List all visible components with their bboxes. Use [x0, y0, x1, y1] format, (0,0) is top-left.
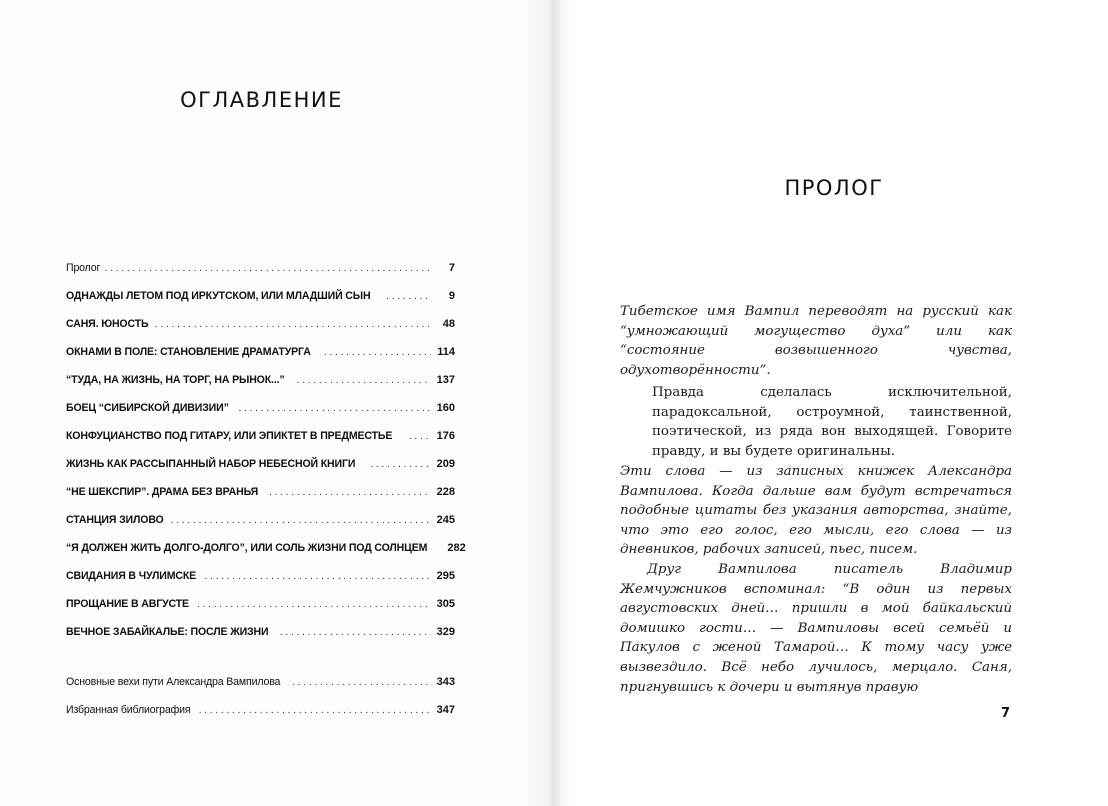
toc-entry-title: Избранная библиография	[66, 704, 191, 716]
toc-entry-title: “ТУДА, НА ЖИЗНЬ, НА ТОРГ, НА РЫНОК...”	[66, 374, 285, 386]
toc-entry[interactable]	[66, 286, 455, 314]
toc-entry-page: 114	[437, 346, 455, 358]
left-page	[0, 0, 553, 806]
toc-entry-page: 305	[436, 598, 455, 610]
toc-entry-title: Пролог	[66, 262, 101, 274]
dot-leader	[105, 259, 431, 279]
toc-entry-page: 282	[447, 542, 466, 554]
toc-entry[interactable]	[66, 510, 455, 538]
toc-entry-page: 7	[448, 262, 455, 274]
toc-entry-title: БОЕЦ “СИБИРСКОЙ ДИВИЗИИ”	[66, 402, 229, 414]
dot-leader	[386, 287, 431, 307]
toc-entry-page: 209	[436, 458, 455, 470]
toc-entry[interactable]	[66, 426, 455, 454]
dot-leader	[199, 701, 431, 721]
toc-entry-title: СВИДАНИЯ В ЧУЛИМСКЕ	[66, 570, 197, 582]
toc-entry-title: ЖИЗНЬ КАК РАССЫПАННЫЙ НАБОР НЕБЕСНОЙ КНИГИ	[66, 458, 356, 470]
chapter-title: ПРОЛОГ	[784, 176, 884, 200]
dot-leader	[239, 399, 432, 419]
toc-entry[interactable]	[66, 700, 455, 728]
toc-spacer	[66, 650, 455, 672]
toc-entry-title: Основные вехи пути Александра Вампилова	[66, 676, 281, 688]
toc-entry-page: 137	[436, 374, 455, 386]
dot-leader	[269, 483, 431, 503]
toc-entry-title: ВЕЧНОЕ ЗАБАЙКАЛЬЕ: ПОСЛЕ ЖИЗНИ	[66, 626, 269, 638]
toc-entry[interactable]	[66, 622, 455, 650]
dot-leader	[280, 623, 431, 643]
toc-entry-title: “Я ДОЛЖЕН ЖИТЬ ДОЛГО-ДОЛГО”, ИЛИ СОЛЬ ЖИЗНИ ПОД СОЛНЦЕМ	[66, 542, 428, 554]
toc-entry[interactable]	[66, 398, 455, 426]
toc-entry[interactable]	[66, 566, 455, 594]
toc-entry-page: 228	[436, 486, 455, 498]
toc-entry-title: ПРОЩАНИЕ В АВГУСТЕ	[66, 598, 189, 610]
toc-entry[interactable]	[66, 370, 455, 398]
body-paragraph: Эти слова — из записных книжек Александра Вампилова. Когда дальше вам будут встречаться подобные цитаты без указания авторства, знайте, что это его голос, его мысли, его слова — из дневников, рабочих записей, пьес, писем.	[620, 464, 1012, 558]
dot-leader	[197, 595, 431, 615]
dot-leader	[324, 343, 431, 363]
toc-entry-page: 245	[436, 514, 455, 526]
toc-entry[interactable]	[66, 672, 455, 700]
epigraph-quote: Правда сделалась исключительной, парадоксальной, остроумной, таинственной, поэтической, из ряда вон выходящей. Говорите правду, и вы будете оригинальны.	[652, 385, 1012, 459]
toc-entry-page: 295	[436, 570, 455, 582]
toc-entry-page: 160	[436, 402, 455, 414]
toc-entry[interactable]	[66, 342, 455, 370]
toc-entry-page: 176	[436, 430, 455, 442]
toc-entry-page: 48	[442, 318, 455, 330]
toc-entry-title: САНЯ. ЮНОСТЬ	[66, 318, 149, 330]
toc-entry[interactable]	[66, 482, 455, 510]
table-of-contents	[66, 258, 466, 728]
toc-entry[interactable]	[66, 594, 455, 622]
toc-entry-title: СТАНЦИЯ ЗИЛОВО	[66, 514, 164, 526]
toc-entry-page: 329	[436, 626, 455, 638]
toc-entry-title: ОДНАЖДЫ ЛЕТОМ ПОД ИРКУТСКОМ, ИЛИ МЛАДШИЙ СЫН	[66, 290, 371, 302]
toc-entry[interactable]	[66, 538, 466, 566]
dot-leader	[297, 371, 431, 391]
body-paragraph: Друг Вампилова писатель Владимир Жемчужников вспоминал: “В один из первых августовских дней… пришли в мой байкальский домишко гости… — Вампиловы всей семьёй и Пакулов с женой Тамарой… К тому часу уже вызвездило. Всё небо лучилось, мерцало. Саня, пригнувшись к дочери и вытянув правую	[620, 562, 1012, 695]
dot-leader	[370, 455, 431, 475]
toc-entry-title: “НЕ ШЕКСПИР”. ДРАМА БЕЗ ВРАНЬЯ	[66, 486, 259, 498]
toc-entry[interactable]	[66, 258, 455, 286]
toc-entry-title: ОКНАМИ В ПОЛЕ: СТАНОВЛЕНИЕ ДРАМАТУРГА	[66, 346, 311, 358]
right-page	[553, 0, 1108, 806]
toc-entry-page: 9	[448, 290, 455, 302]
epigraph-intro: Тибетское имя Вампил переводят на русский как “умножающий могущество духа” или как “состояние возвышенного чувства, одухотворённости”.	[620, 304, 1012, 378]
toc-entry[interactable]	[66, 454, 455, 482]
dot-leader	[292, 673, 431, 693]
toc-entry[interactable]	[66, 314, 455, 342]
toc-entry-page: 343	[436, 676, 455, 688]
toc-entry-title: КОНФУЦИАНСТВО ПОД ГИТАРУ, ИЛИ ЭПИКТЕТ В ПРЕДМЕСТЬЕ	[66, 430, 393, 442]
dot-leader	[155, 315, 431, 335]
page-number: 7	[1001, 706, 1011, 721]
toc-title: ОГЛАВЛЕНИЕ	[180, 88, 343, 112]
toc-entry-page: 347	[436, 704, 455, 716]
dot-leader	[409, 427, 431, 447]
dot-leader	[204, 567, 431, 587]
dot-leader	[171, 511, 431, 531]
